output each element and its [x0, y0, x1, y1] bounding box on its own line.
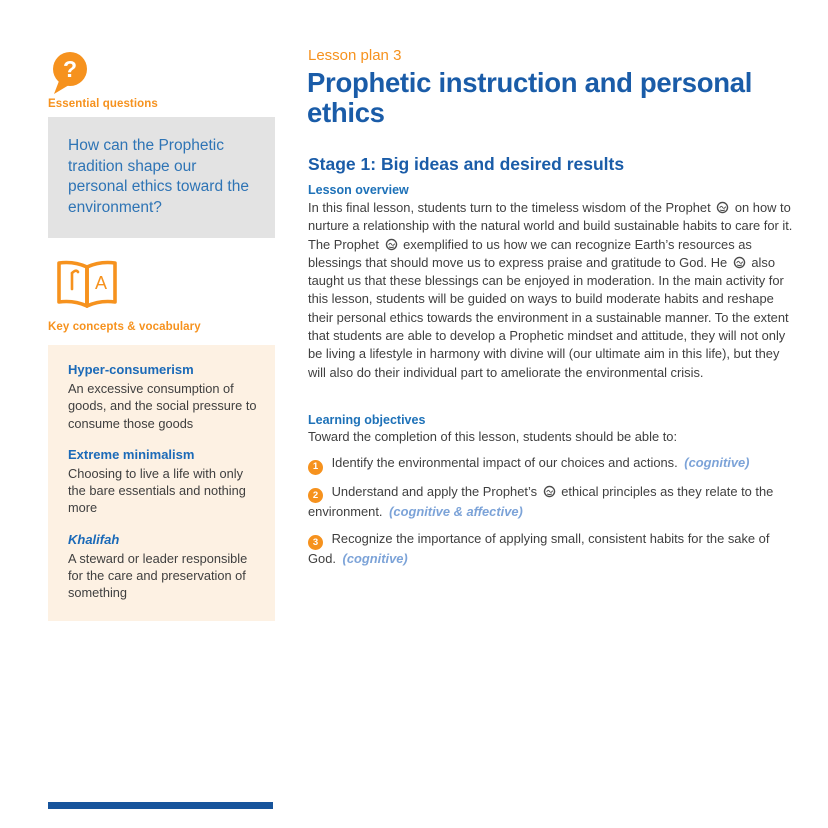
objective-domain-tag: (cognitive) — [342, 551, 408, 567]
essential-question-box — [48, 117, 275, 238]
learning-objectives-heading: Learning objectives — [308, 413, 426, 427]
objective-domain-tag: (cognitive) — [684, 455, 750, 470]
vocab-definition: An excessive consumption of goods, and the social pressure to consume those goods — [68, 381, 257, 431]
vocab-entry — [68, 532, 261, 602]
objective-number-badge: 2 — [308, 488, 323, 503]
pbuh-calligraphy-icon — [385, 238, 398, 251]
objective-text: Understand and apply the Prophet’s — [331, 483, 538, 499]
objective-text: Identify the environmental impact of our choices and actions. — [331, 455, 678, 470]
footer-rule — [48, 802, 273, 809]
objectives-list — [308, 454, 797, 577]
page-title: Prophetic instruction and personal ethics — [307, 67, 753, 128]
objective-number-badge: 1 — [308, 460, 323, 475]
objective-text: Recognize the importance of applying small, consistent habits for the sake of God. — [308, 530, 770, 567]
essential-question-text: How can the Prophetic tradition shape our personal ethics toward the environment? — [68, 137, 249, 216]
dictionary-book-icon — [53, 259, 121, 316]
objective-item — [308, 483, 797, 522]
overview-text-run: also taught us that these blessings can be enjoyed in moderation. In the main activity for this lesson, students will be guided on ways to build moderate habits and reshape their personal ethics towards the environment in a sustainable manner. To the extent that students are able to develop a Prophetic mindset and attitude, they will not only be living a lifestyle in harmony with divine will (our ultimate aim in this life), but they will also do their individual part to ameliorate the environmental crisis. — [308, 254, 789, 380]
objective-number-badge: 3 — [308, 535, 323, 550]
objectives-intro: Toward the completion of this lesson, students should be able to: — [308, 429, 678, 444]
question-bubble-icon — [49, 51, 89, 100]
objective-item — [308, 454, 797, 475]
essential-questions-label: Essential questions — [48, 98, 158, 110]
overview-text-run: In this final lesson, students turn to the timeless wisdom of the Prophet — [308, 200, 711, 215]
objective-text: ethical principles as they relate to the environment. — [308, 483, 774, 520]
overview-text-run: exemplified to us how we can recognize Earth’s resources as blessings that should move us to express praise and gratitude to God. He — [308, 236, 752, 270]
vocab-term: Hyper-consumerism — [68, 362, 194, 377]
vocab-definition: Choosing to live a life with only the bare essentials and nothing more — [68, 465, 246, 516]
vocab-entry — [68, 447, 261, 517]
svg-text:?: ? — [62, 56, 78, 82]
lesson-overview-heading: Lesson overview — [308, 183, 409, 197]
objective-item — [308, 530, 797, 569]
objective-domain-tag: (cognitive & affective) — [389, 504, 523, 520]
stage-heading: Stage 1: Big ideas and desired results — [308, 154, 625, 174]
pbuh-calligraphy-icon — [733, 256, 746, 269]
vocab-definition: A steward or leader responsible for the care and preservation of something — [68, 550, 248, 601]
vocabulary-box — [48, 345, 275, 621]
lesson-overview-paragraph — [308, 199, 797, 382]
vocab-term: Khalifah — [68, 531, 120, 547]
pbuh-calligraphy-icon — [543, 485, 556, 498]
lesson-plan-kicker: Lesson plan 3 — [308, 47, 402, 64]
svg-text:A: A — [94, 273, 108, 293]
pbuh-calligraphy-icon — [716, 201, 729, 214]
vocab-term: Extreme minimalism — [68, 446, 195, 462]
overview-text-run: on how to nurture a relationship with the natural world and build sustainable habits to care for it. The Prophet — [308, 200, 793, 252]
key-concepts-label: Key concepts & vocabulary — [48, 321, 201, 333]
vocab-entry — [68, 362, 261, 432]
